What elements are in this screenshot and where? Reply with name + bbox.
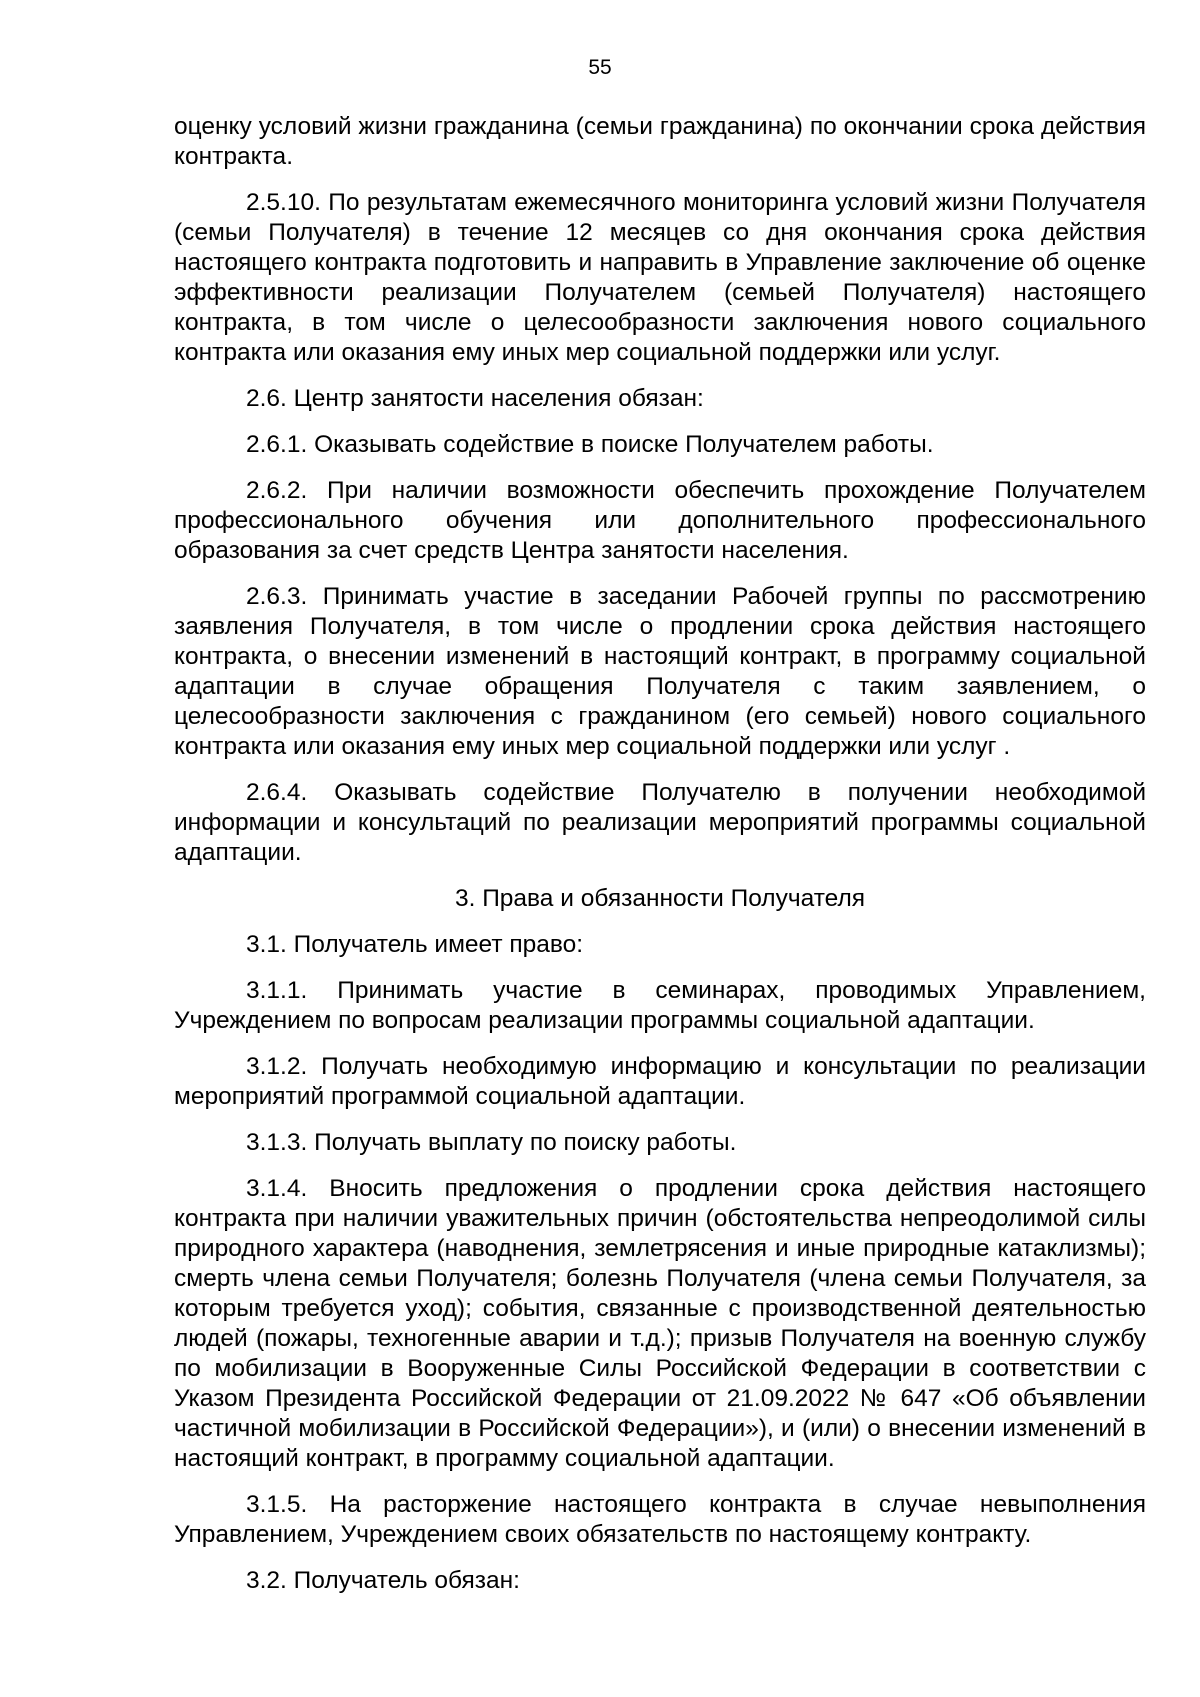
section-heading: 3. Права и обязанности Получателя — [454, 885, 866, 912]
paragraph-2-5-10: 2.5.10. По результатам ежемесячного мониторинга условий жизни Получателя (семьи Получателя) в течение 12 месяцев со дня окончания срока действия настоящего контракта подготовить и направить в Управление заключение об оценке эффективности реализации Получателем (семьей Получателя) настоящего контракта, в том числе о целесообразности заключения нового социального контракта или оказания ему иных мер социальной поддержки или услуг. — [174, 189, 1146, 366]
paragraph-2-6-1: 2.6.1. Оказывать содействие в поиске Получателем работы. — [246, 431, 934, 458]
document-body — [174, 112, 1146, 1612]
paragraph-3-1-5: 3.1.5. На расторжение настоящего контракта в случае невыполнения Управлением, Учреждением своих обязательств по настоящему контракту. — [174, 1491, 1146, 1548]
paragraph-2-6-3: 2.6.3. Принимать участие в заседании Рабочей группы по рассмотрению заявления Получателя, в том числе о продлении срока действия настоящего контракта, о внесении изменений в настоящий контракт, в программу социальной адаптации в случае обращения Получателя с таким заявлением, о целесообразности заключения с гражданином (его семьей) нового социального контракта или оказания ему иных мер социальной поддержки или услуг . — [174, 583, 1146, 760]
paragraph-3-1: 3.1. Получатель имеет право: — [246, 931, 584, 958]
paragraph-3-1-4: 3.1.4. Вносить предложения о продлении срока действия настоящего контракта при наличии уважительных причин (обстоятельства непреодолимой силы природного характера (наводнения, землетрясения и иные природные катаклизмы); смерть члена семьи Получателя; болезнь Получателя (члена семьи Получателя, за которым требуется уход); события, связанные с производственной деятельностью людей (пожары, техногенные аварии и т.д.); призыв Получателя на военную службу по мобилизации в Вооруженные Силы Российской Федерации в соответствии с Указом Президента Российской Федерации от 21.09.2022 № 647 «Об объявлении частичной мобилизации в Российской Федерации»), и (или) о внесении изменений в настоящий контракт, в программу социальной адаптации. — [174, 1175, 1146, 1472]
paragraph-3-1-1: 3.1.1. Принимать участие в семинарах, проводимых Управлением, Учреждением по вопросам реализации программы социальной адаптации. — [174, 977, 1146, 1034]
page-number: 55 — [588, 56, 612, 79]
paragraph-2-6: 2.6. Центр занятости населения обязан: — [246, 385, 704, 412]
paragraph-3-1-2: 3.1.2. Получать необходимую информацию и консультации по реализации мероприятий программой социальной адаптации. — [174, 1053, 1146, 1110]
paragraph-3-2: 3.2. Получатель обязан: — [246, 1567, 520, 1594]
paragraph-3-1-3: 3.1.3. Получать выплату по поиску работы. — [246, 1129, 737, 1156]
paragraph-continuation: оценку условий жизни гражданина (семьи гражданина) по окончании срока действия контракта. — [174, 113, 1146, 170]
paragraph-2-6-2: 2.6.2. При наличии возможности обеспечить прохождение Получателем профессионального обучения или дополнительного профессионального образования за счет средств Центра занятости населения. — [174, 477, 1146, 564]
paragraph-2-6-4: 2.6.4. Оказывать содействие Получателю в получении необходимой информации и консультаций по реализации мероприятий программы социальной адаптации. — [174, 779, 1146, 866]
